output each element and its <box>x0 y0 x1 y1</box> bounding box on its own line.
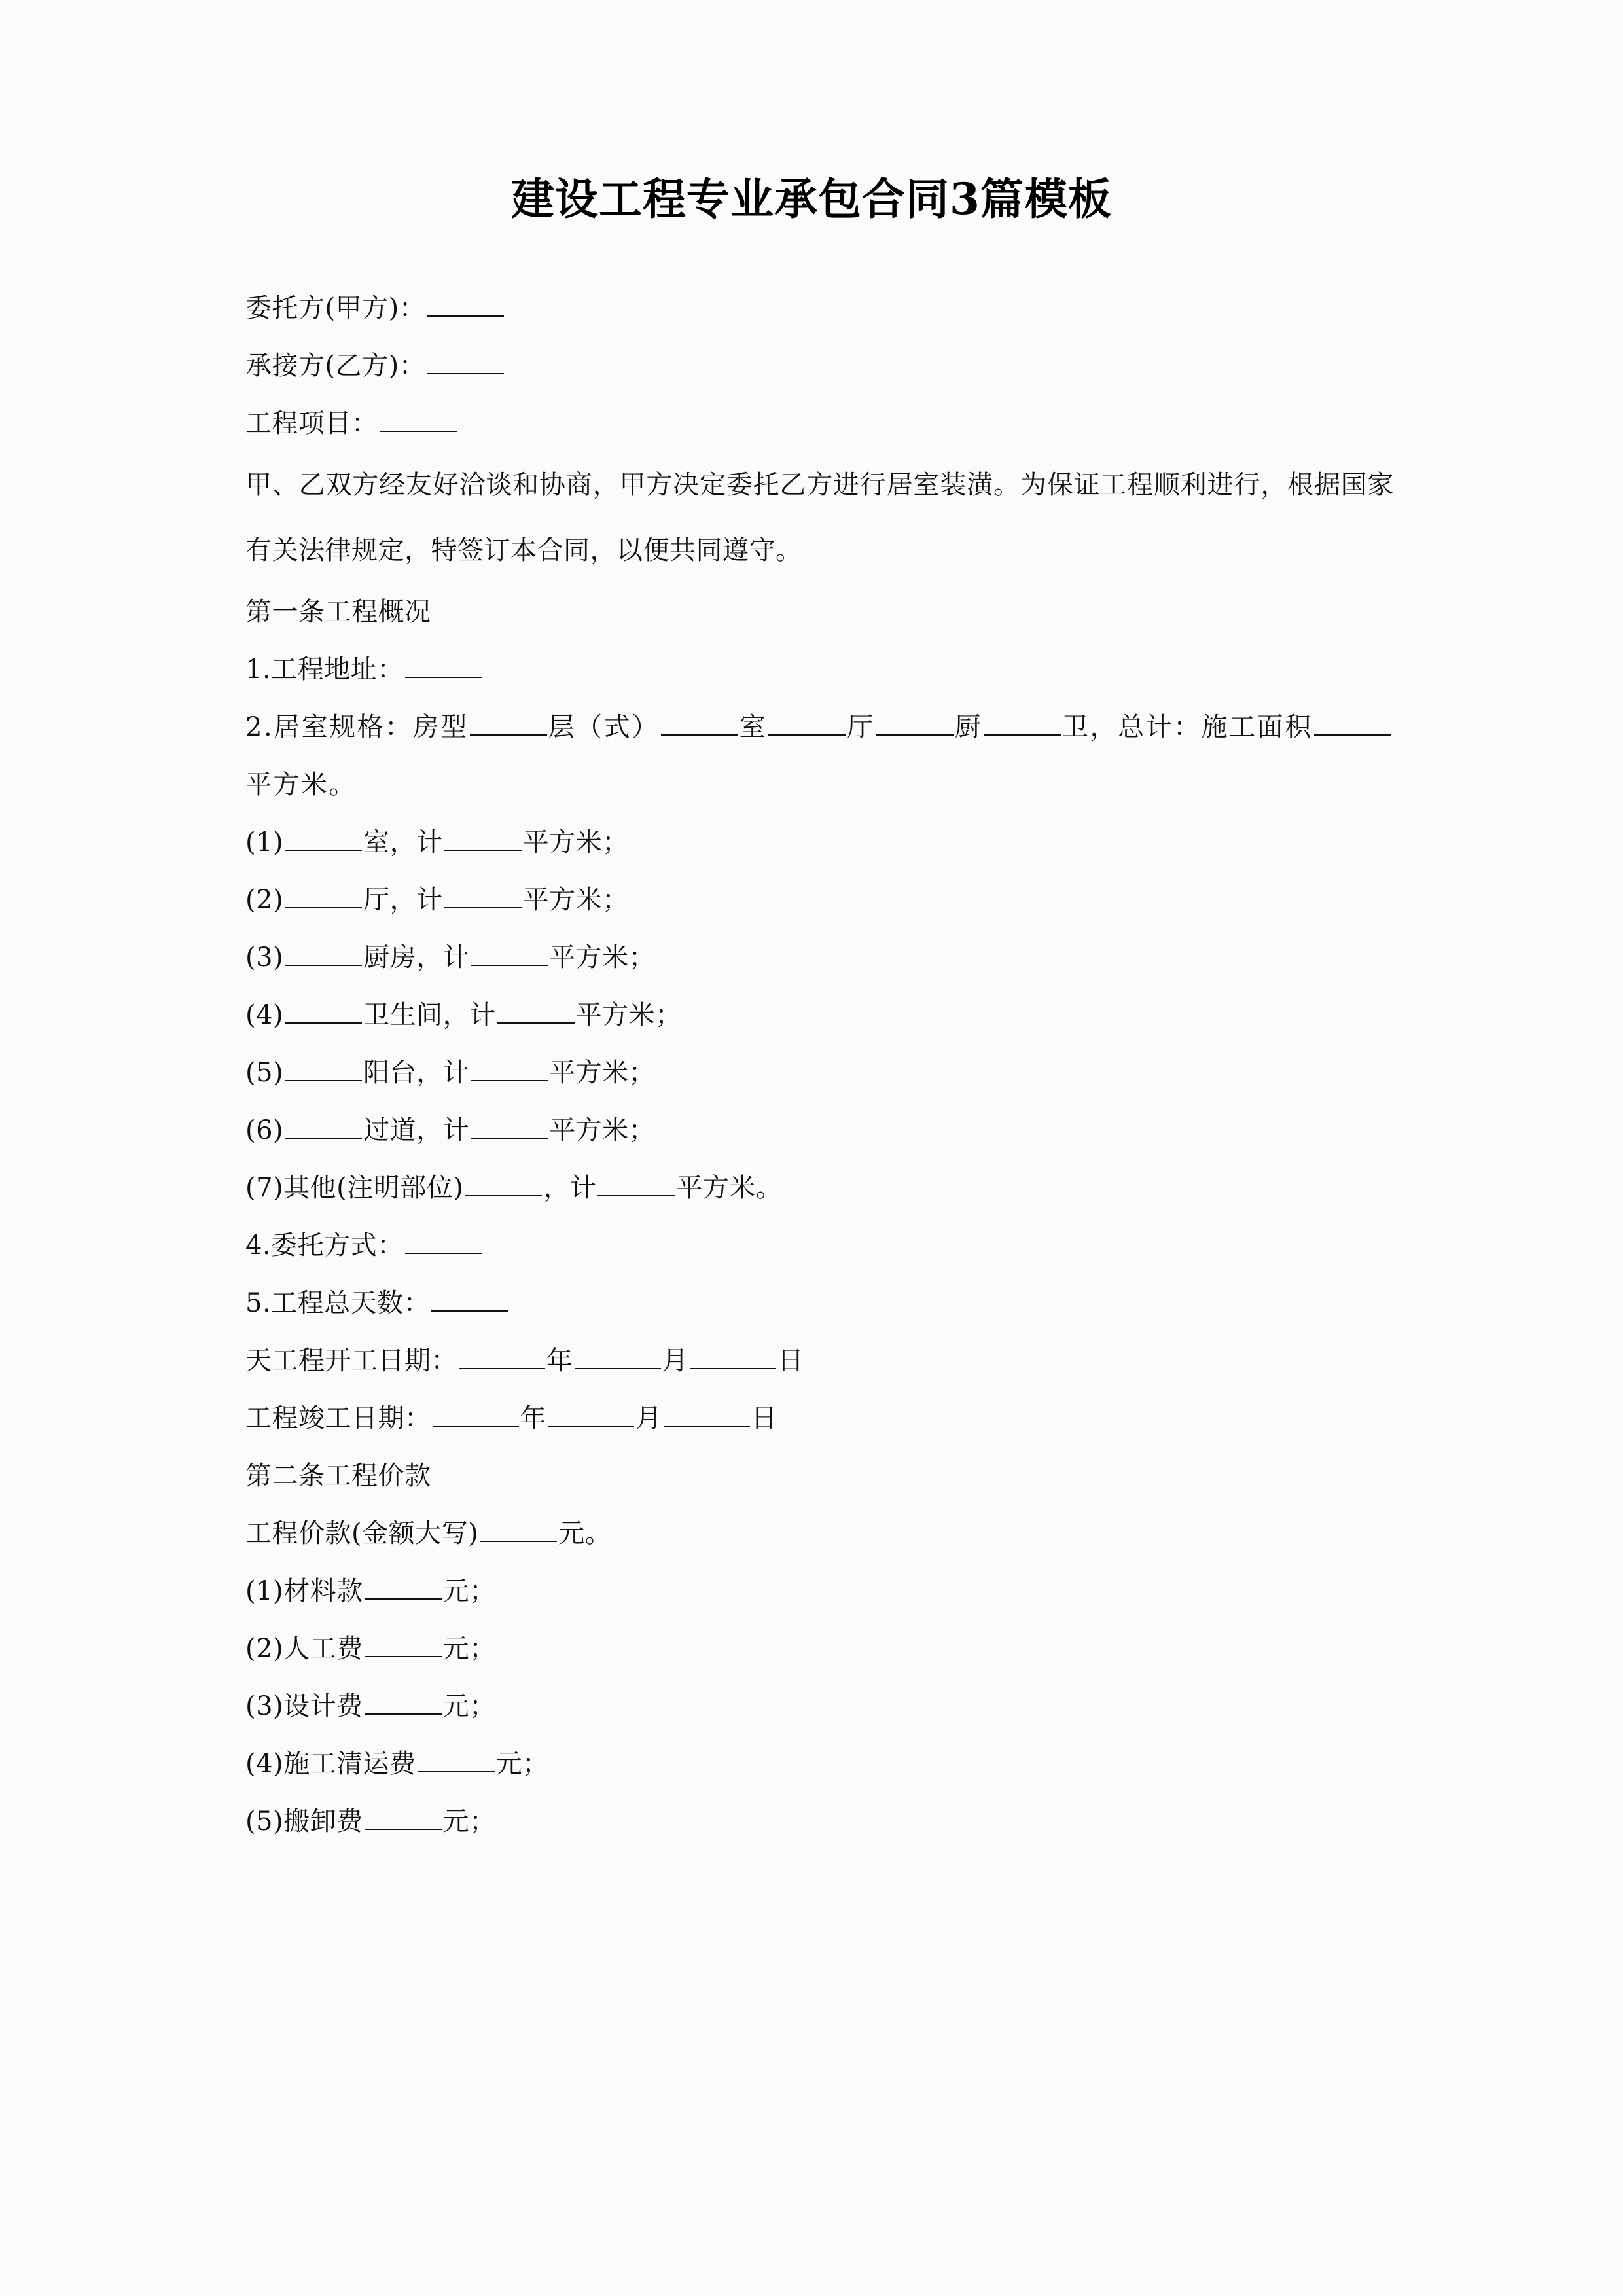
room-item-mid-5: ，计 <box>416 1057 470 1088</box>
room-item-unit-1: 平方米； <box>522 827 629 857</box>
commission-method-blank[interactable] <box>405 1230 482 1254</box>
fee-item-blank-1[interactable] <box>365 1576 442 1600</box>
room-spec-blank-area[interactable] <box>1314 712 1391 736</box>
party-blank-project[interactable] <box>380 408 457 432</box>
item-finish-date <box>245 1390 1394 1447</box>
fee-item-name-1: 材料款 <box>283 1575 363 1606</box>
list-item <box>245 1735 1394 1793</box>
fee-item-name-2: 人工费 <box>283 1633 363 1664</box>
total-price-prefix: 工程价款(金额大写) <box>245 1518 479 1549</box>
list-item <box>245 1620 1394 1677</box>
item-commission-method <box>245 1217 1394 1274</box>
finish-date-label: 工程竣工日期： <box>245 1403 431 1433</box>
item-total-price <box>245 1505 1394 1562</box>
room-item-name-2: 厅 <box>363 884 390 915</box>
room-item-num-4: (4) <box>245 999 284 1030</box>
finish-date-day: 日 <box>751 1403 777 1433</box>
room-spec-seg-kitchen: 厨 <box>954 711 983 742</box>
fee-item-name-3: 设计费 <box>283 1691 363 1721</box>
list-item-other <box>245 1159 1394 1217</box>
fee-item-unit-4: 元； <box>495 1748 549 1779</box>
room-item-blank-area-2[interactable] <box>444 885 522 908</box>
room-spec-blank-kitchen[interactable] <box>984 712 1061 736</box>
list-item <box>245 986 1394 1044</box>
room-item-blank-area-4[interactable] <box>497 1000 575 1024</box>
commission-method-label: 4.委托方式： <box>245 1230 404 1261</box>
total-price-blank[interactable] <box>480 1518 557 1542</box>
room-item-blank-area-5[interactable] <box>471 1058 548 1081</box>
other-item-blank-area[interactable] <box>597 1173 675 1196</box>
fee-item-blank-2[interactable] <box>365 1634 442 1657</box>
room-spec-blank-hall[interactable] <box>876 712 954 736</box>
room-item-mid-4: ，计 <box>442 999 496 1030</box>
start-date-month: 月 <box>662 1345 688 1376</box>
total-price-suffix: 元。 <box>558 1518 612 1549</box>
fee-item-name-5: 搬卸费 <box>283 1806 363 1837</box>
room-item-num-2: (2) <box>245 884 284 915</box>
fee-item-blank-4[interactable] <box>418 1749 495 1772</box>
list-item <box>245 871 1394 929</box>
fee-item-num-3: (3) <box>245 1691 284 1721</box>
room-item-name-4: 卫生间 <box>363 999 443 1030</box>
room-item-mid-1: ，计 <box>389 827 443 857</box>
list-item <box>245 1102 1394 1159</box>
document-body <box>0 279 1623 1850</box>
room-item-mid-3: ，计 <box>416 942 470 973</box>
fee-item-num-1: (1) <box>245 1575 284 1606</box>
list-item <box>245 1793 1394 1850</box>
room-item-name-1: 室 <box>363 827 390 857</box>
list-item <box>245 1677 1394 1735</box>
room-spec-blank-room[interactable] <box>768 712 846 736</box>
fee-item-unit-1: 元； <box>442 1575 496 1606</box>
fee-item-unit-5: 元； <box>442 1806 496 1837</box>
room-item-unit-6: 平方米； <box>549 1115 656 1145</box>
fee-item-unit-2: 元； <box>442 1633 496 1664</box>
fee-item-unit-3: 元； <box>442 1691 496 1721</box>
room-item-num-3: (3) <box>245 942 284 973</box>
fee-item-name-4: 施工清运费 <box>283 1748 416 1779</box>
room-item-unit-3: 平方米； <box>549 942 656 973</box>
room-item-num-6: (6) <box>245 1115 284 1145</box>
room-item-blank-area-3[interactable] <box>471 942 548 966</box>
room-item-unit-5: 平方米； <box>549 1057 656 1088</box>
item-address-label: 1.工程地址： <box>245 654 404 685</box>
room-spec-seg-bath: 卫，总计：施工面积 <box>1062 711 1313 742</box>
fee-item-blank-5[interactable] <box>365 1806 442 1830</box>
room-item-blank-count-2[interactable] <box>285 885 362 908</box>
section-two-heading: 第二条工程价款 <box>245 1460 431 1491</box>
room-item-blank-area-6[interactable] <box>471 1115 548 1139</box>
room-item-name-3: 厨房 <box>363 942 417 973</box>
room-item-blank-count-4[interactable] <box>285 1000 362 1024</box>
finish-date-blank-month[interactable] <box>548 1403 634 1427</box>
room-spec-seg-hall: 厅 <box>847 711 875 742</box>
start-date-blank-month[interactable] <box>575 1346 661 1369</box>
room-item-unit-2: 平方米； <box>522 884 629 915</box>
party-blank-contractor[interactable] <box>427 351 504 374</box>
item-total-days <box>245 1274 1394 1332</box>
item-address <box>245 641 1394 698</box>
item-room-spec <box>245 698 1394 814</box>
room-item-num-1: (1) <box>245 827 284 857</box>
section-one-heading: 第一条工程概况 <box>245 596 431 627</box>
list-item <box>245 1044 1394 1102</box>
room-item-name-5: 阳台 <box>363 1057 417 1088</box>
start-date-blank-day[interactable] <box>690 1346 776 1369</box>
item-address-blank[interactable] <box>405 655 482 678</box>
item-start-date <box>245 1332 1394 1390</box>
room-spec-suffix: 平方米。 <box>245 769 357 800</box>
party-label-principal: 委托方(甲方)： <box>245 293 426 323</box>
list-item <box>245 929 1394 986</box>
list-item <box>245 1562 1394 1620</box>
party-label-contractor: 承接方(乙方)： <box>245 350 426 381</box>
fee-item-num-5: (5) <box>245 1806 284 1837</box>
start-date-year: 年 <box>546 1345 573 1376</box>
room-item-blank-count-6[interactable] <box>285 1115 362 1139</box>
finish-date-year: 年 <box>520 1403 546 1433</box>
room-item-mid-6: ，计 <box>416 1115 470 1145</box>
party-line-contractor <box>245 337 1394 395</box>
party-label-project: 工程项目： <box>245 408 378 439</box>
fee-item-num-2: (2) <box>245 1633 284 1664</box>
room-item-name-6: 过道 <box>363 1115 417 1145</box>
other-item-blank-location[interactable] <box>465 1173 542 1196</box>
other-item-prefix: (7)其他(注明部位) <box>245 1172 464 1203</box>
page-title: 建设工程专业承包合同3篇模板 <box>511 173 1112 224</box>
finish-date-blank-year[interactable] <box>433 1403 519 1427</box>
finish-date-month: 月 <box>635 1403 662 1433</box>
finish-date-blank-day[interactable] <box>664 1403 750 1427</box>
start-date-blank-year[interactable] <box>459 1346 545 1369</box>
room-item-blank-count-1[interactable] <box>285 827 362 851</box>
total-days-blank[interactable] <box>431 1288 508 1312</box>
room-item-blank-count-5[interactable] <box>285 1058 362 1081</box>
room-item-num-5: (5) <box>245 1057 284 1088</box>
party-line-project <box>245 395 1394 452</box>
fee-item-blank-3[interactable] <box>365 1691 442 1715</box>
other-item-mid: ，计 <box>543 1172 597 1203</box>
room-spec-blank-type[interactable] <box>470 712 547 736</box>
list-item <box>245 814 1394 871</box>
preamble-paragraph: 甲、乙双方经友好洽谈和协商，甲方决定委托乙方进行居室装潢。为保证工程顺利进行，根据国家有关法律规定，特签订本合同，以便共同遵守。 <box>245 469 1394 565</box>
room-spec-blank-floor[interactable] <box>661 712 738 736</box>
room-item-unit-4: 平方米； <box>575 999 682 1030</box>
party-blank-principal[interactable] <box>427 293 504 317</box>
start-date-label: 天工程开工日期： <box>245 1345 457 1376</box>
room-spec-seg-floor: 层（式） <box>548 711 660 742</box>
start-date-day: 日 <box>777 1345 804 1376</box>
room-item-mid-2: ，计 <box>389 884 443 915</box>
room-item-blank-area-1[interactable] <box>444 827 522 851</box>
room-spec-prefix: 2.居室规格：房型 <box>245 711 469 742</box>
room-item-blank-count-3[interactable] <box>285 942 362 966</box>
total-days-label: 5.工程总天数： <box>245 1287 431 1318</box>
other-item-unit: 平方米。 <box>676 1172 783 1203</box>
room-spec-seg-room: 室 <box>739 711 768 742</box>
fee-item-num-4: (4) <box>245 1748 284 1779</box>
party-line-principal <box>245 279 1394 337</box>
